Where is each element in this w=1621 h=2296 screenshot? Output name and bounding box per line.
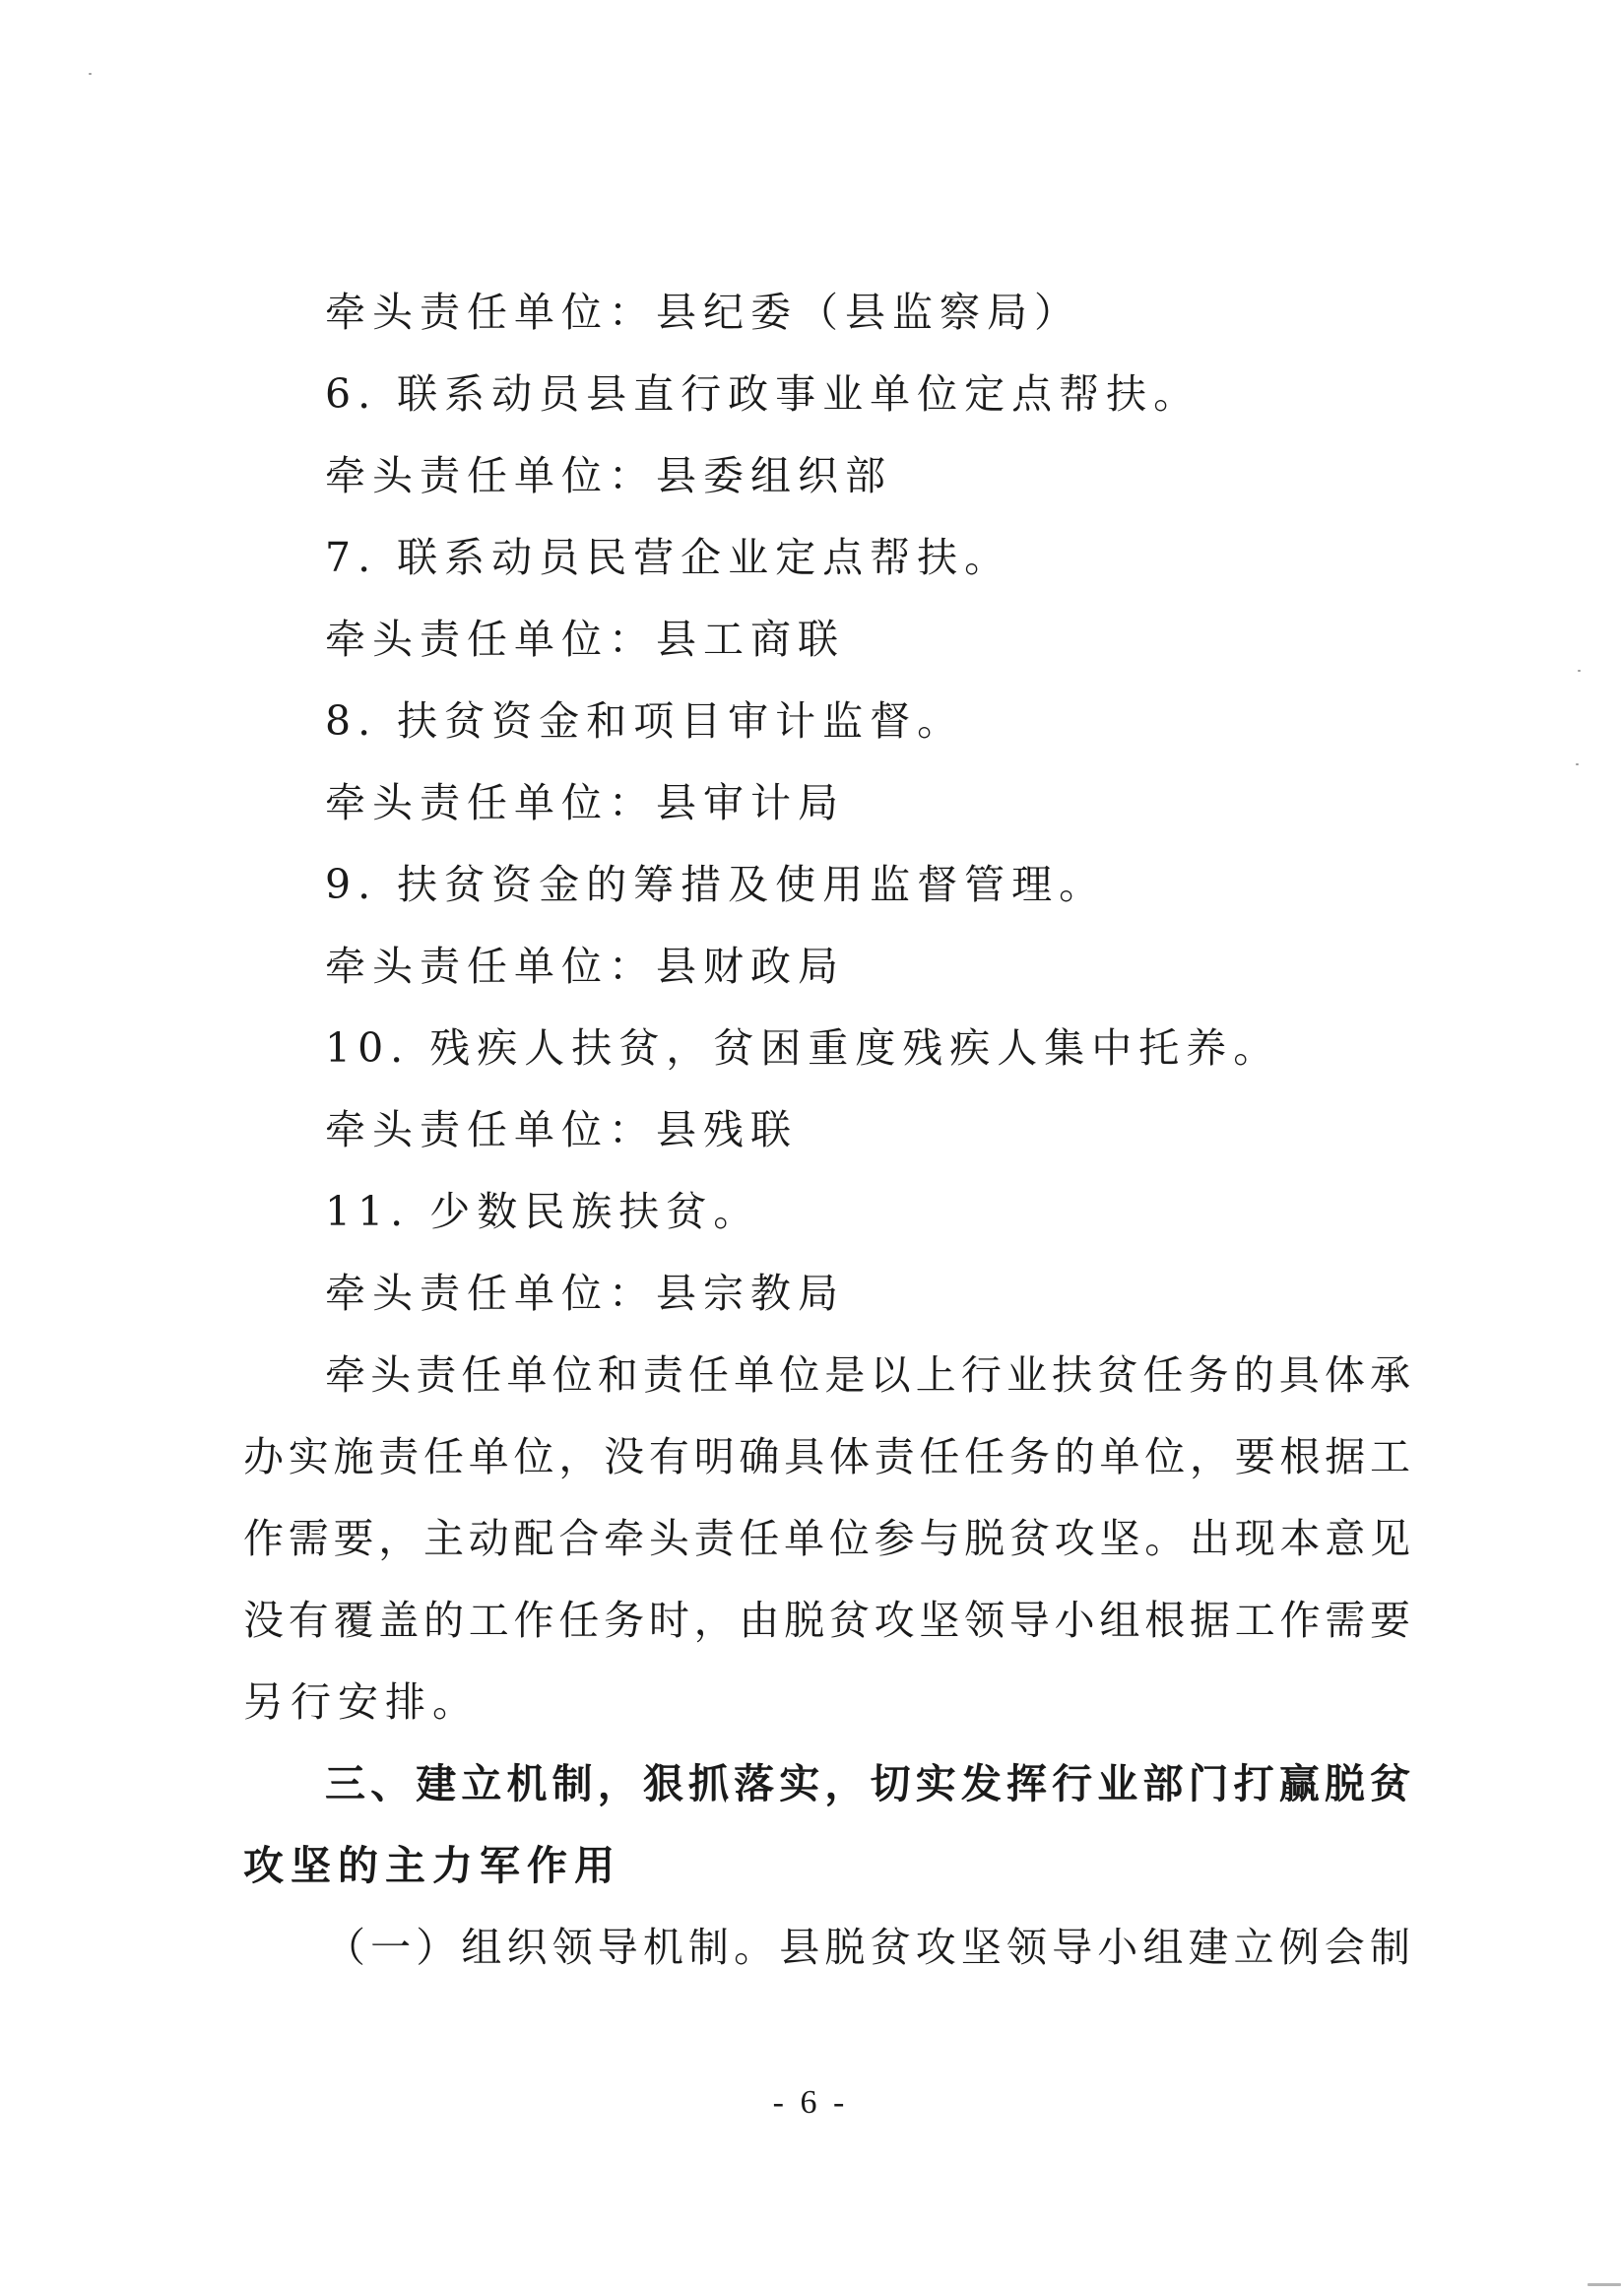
section-heading: 攻坚的主力军作用 [243, 1842, 621, 1889]
list-item: 9. 扶贫资金的筹措及使用监督管理。 [325, 861, 1107, 908]
page-number: - 6 - [772, 2084, 849, 2121]
list-item: 8. 扶贫资金和项目审计监督。 [325, 697, 965, 745]
text-line: 牵头责任单位：县残联 [325, 1106, 798, 1153]
list-item: 7. 联系动员民营企业定点帮扶。 [325, 534, 1012, 581]
scan-speck [1578, 670, 1581, 672]
subsection-line: （一）组织领导机制。县脱贫攻坚领导小组建立例会制 [325, 1924, 1410, 1971]
list-item: 10. 残疾人扶贫，贫困重度残疾人集中托养。 [325, 1024, 1281, 1072]
section-heading: 三、建立机制，狠抓落实，切实发挥行业部门打赢脱贫 [325, 1760, 1410, 1807]
paragraph-line: 牵头责任单位和责任单位是以上行业扶贫任务的具体承 [325, 1351, 1410, 1399]
text-line: 牵头责任单位：县宗教局 [325, 1270, 845, 1317]
scan-speck [1576, 763, 1579, 765]
text-line: 牵头责任单位：县委组织部 [325, 452, 892, 499]
list-item: 6. 联系动员县直行政事业单位定点帮扶。 [325, 370, 1201, 418]
paragraph-line: 作需要，主动配合牵头责任单位参与脱贫攻坚。出现本意见 [243, 1515, 1410, 1562]
scan-speck [89, 73, 92, 75]
text-line: 牵头责任单位：县财政局 [325, 943, 845, 990]
list-item: 11. 少数民族扶贫。 [325, 1188, 761, 1235]
paragraph-line: 没有覆盖的工作任务时，由脱贫攻坚领导小组根据工作需要 [243, 1597, 1410, 1644]
paragraph-line: 另行安排。 [243, 1678, 480, 1726]
paragraph-line: 办实施责任单位，没有明确具体责任任务的单位，要根据工 [243, 1433, 1410, 1480]
text-line: 牵头责任单位：县纪委（县监察局） [325, 289, 1081, 336]
text-line: 牵头责任单位：县工商联 [325, 616, 845, 663]
text-line: 牵头责任单位：县审计局 [325, 779, 845, 826]
scan-speck [1588, 2283, 1621, 2286]
